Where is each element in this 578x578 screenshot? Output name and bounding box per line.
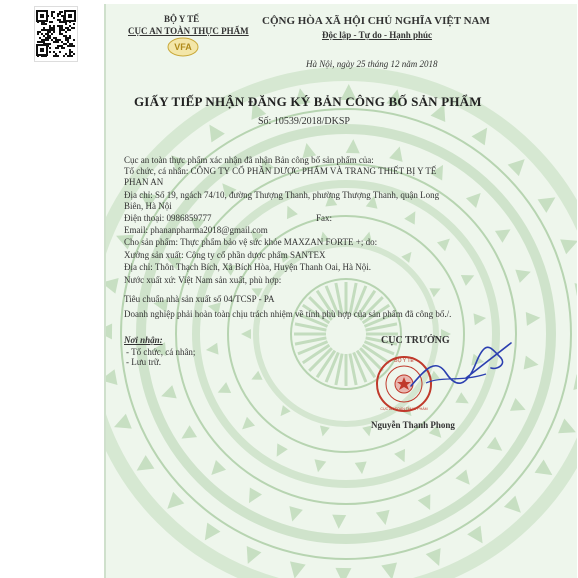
factory-line: Xưởng sản xuất: Công ty cổ phần dược phẩm SANTEX <box>124 250 326 260</box>
issue-date: Hà Nội, ngày 25 tháng 12 năm 2018 <box>306 59 438 69</box>
email-line: Email: phananpharma2018@gmail.com <box>124 225 268 235</box>
document-title: GIẤY TIẾP NHẬN ĐĂNG KÝ BẢN CÔNG BỐ SẢN PHẨM <box>134 94 482 109</box>
department-name: CỤC AN TOÀN THỰC PHẨM <box>128 26 249 36</box>
address-line-2: Biên, Hà Nội <box>124 201 172 211</box>
seal-bottom-text: CỤC AN TOÀN THỰC PHẨM <box>380 407 428 411</box>
signer-role: CỤC TRƯỞNG <box>381 335 450 346</box>
qr-code <box>34 6 78 62</box>
handwritten-signature <box>406 338 516 398</box>
national-motto: Độc lập - Tự do - Hạnh phúc <box>322 30 433 40</box>
seal-top-text: BỘ Y TẾ <box>394 358 414 364</box>
document-number: Số: 10539/2018/DKSP <box>258 116 350 127</box>
phone-line: Điện thoại: 0986859777 <box>124 213 212 223</box>
vfa-logo <box>166 36 200 58</box>
address-line: Địa chỉ: Số 19, ngách 74/10, đường Thượng Thanh, phường Thượng Thanh, quận Long <box>124 190 440 200</box>
intro-text: Cục an toàn thực phẩm xác nhận đã nhận Bản công bố sản phẩm của: <box>124 155 374 165</box>
logo-text: VFA <box>174 42 192 52</box>
recipient-item: - Tổ chức, cá nhân; <box>126 347 196 357</box>
organization-line: Tổ chức, cá nhân: CÔNG TY CỔ PHẦN DƯỢC PHẨM VÀ TRANG THIẾT BỊ Y TẾ <box>124 166 437 176</box>
ministry-name: BỘ Y TẾ <box>164 14 200 24</box>
organization-line-2: PHAN AN <box>124 177 164 187</box>
fax-line: Fax: <box>316 213 333 223</box>
recipient-item: - Lưu trữ. <box>126 357 161 367</box>
certificate-document <box>104 4 577 578</box>
factory-address-line: Địa chỉ: Thôn Thạch Bích, Xã Bích Hòa, Huyện Thanh Oai, Hà Nội. <box>124 262 371 272</box>
signer-name: Nguyễn Thanh Phong <box>371 420 455 430</box>
origin-line: Nước xuất xứ: Việt Nam sản xuất, phù hợp: <box>124 275 282 285</box>
standard-line: Tiêu chuẩn nhà sản xuất số 04/TCSP - PA <box>124 294 275 304</box>
product-line: Cho sản phẩm: Thực phẩm bảo vệ sức khỏe MAXZAN FORTE +; do: <box>124 237 378 247</box>
country-name: CỘNG HÒA XÃ HỘI CHỦ NGHĨA VIỆT NAM <box>262 15 490 27</box>
drum-watermark <box>106 4 577 578</box>
recipients-label: Nơi nhận: <box>124 335 163 345</box>
responsibility-line: Doanh nghiệp phải hoàn toàn chịu trách nhiệm về tính phù hợp của sản phẩm đã công bố./. <box>124 309 452 319</box>
